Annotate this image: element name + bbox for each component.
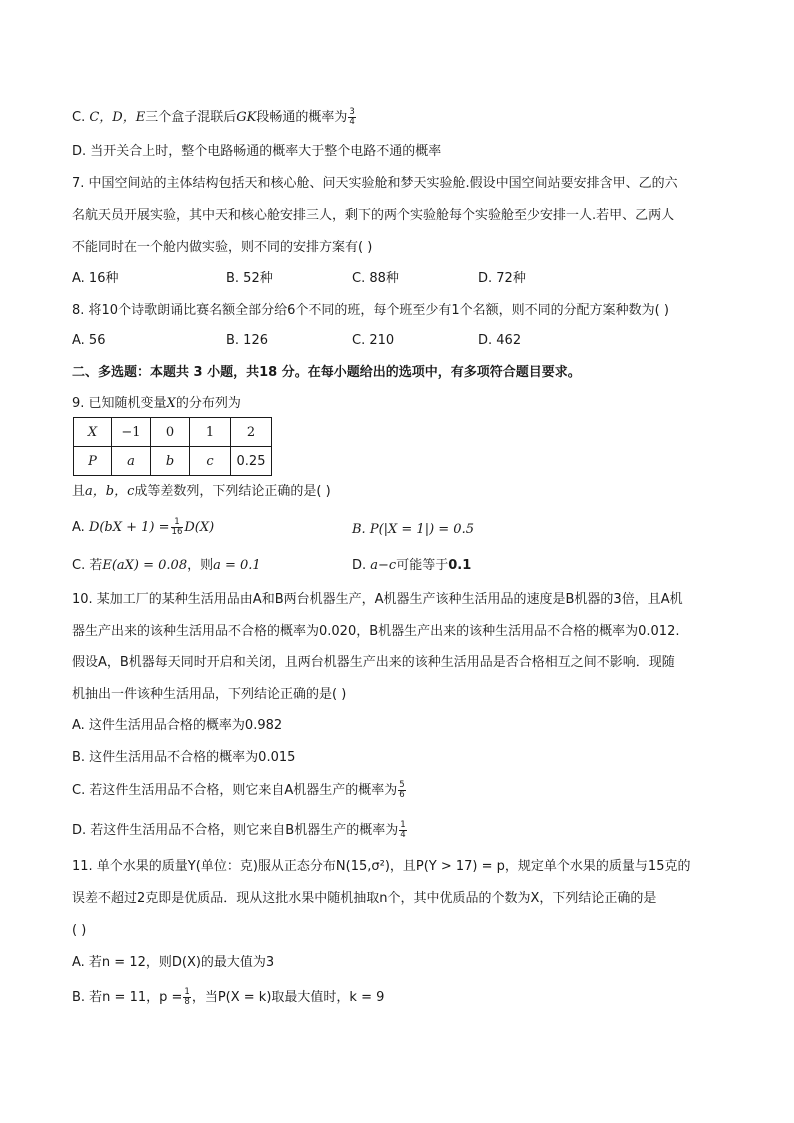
q10-stem-line4: 机抽出一件该种生活用品，下列结论正确的是( )	[72, 687, 347, 702]
q7-stem-line2: 名航天员开展实验，其中天和核心舱安排三人，剩下的两个实验舱每个实验舱至少安排一人.若甲、乙两人	[72, 208, 675, 223]
q7-option-d: D. 72种	[478, 271, 526, 286]
q8-option-d: D. 462	[478, 333, 522, 348]
fraction: $\frac{1}{8}$	[184, 987, 190, 1007]
q11-stem-line2: 误差不超过2克即是优质品．现从这批水果中随机抽取n个，其中优质品的个数为X，下列结论正确的是	[72, 891, 657, 906]
table-cell: 0.25	[231, 447, 272, 476]
table-cell: −1	[112, 418, 151, 447]
table-cell: c	[190, 447, 231, 476]
q10-stem-line1: 10. 某加工厂的某种生活用品由A和B两台机器生产，A机器生产该种生活用品的速度是B机器的3倍，且A机	[72, 592, 683, 607]
table-row	[74, 447, 272, 476]
q6-option-c: C. C，D，E三个盒子混联后GK段畅通的概率为 $\frac{3}{4}$	[72, 107, 355, 127]
table-cell: a	[112, 447, 151, 476]
q10-option-a: A. 这件生活用品合格的概率为0.982	[72, 718, 283, 733]
q11-option-b: B. 若n = 11，p = $\frac{1}{8}$ ，当P(X = k)取最大值时，k = 9	[72, 987, 385, 1007]
q6-option-d: D. 当开关合上时，整个电路畅通的概率大于整个电路不通的概率	[72, 144, 442, 159]
q10-option-c: C. 若这件生活用品不合格，则它来自A机器生产的概率为 $\frac{5}{6}$	[72, 780, 405, 800]
q9-option-d: D. a−c可能等于0.1	[352, 558, 472, 573]
q7-stem-line1: 7. 中国空间站的主体结构包括天和核心舱、问天实验舱和梦天实验舱.假设中国空间站要安排含甲、乙的六	[72, 176, 678, 191]
q11-stem-line3: ( )	[72, 923, 87, 938]
q9-stem: 9. 已知随机变量X的分布列为	[72, 396, 241, 411]
table-cell: 0	[151, 418, 190, 447]
q9-condition: 且a，b，c成等差数列，下列结论正确的是( )	[72, 484, 331, 499]
fraction: $\frac{1}{16}$	[171, 517, 183, 537]
distribution-table	[73, 417, 272, 476]
q9-option-b: B. P(|X = 1|) = 0.5	[352, 522, 474, 537]
q10-stem-line3: 假设A，B机器每天同时开启和关闭，且两台机器生产出来的该种生活用品是否合格相互之间不影响．现随	[72, 655, 675, 670]
table-cell: P	[74, 447, 112, 476]
fraction: $\frac{5}{6}$	[399, 780, 405, 800]
table-cell: b	[151, 447, 190, 476]
table-cell: 2	[231, 418, 272, 447]
fraction: $\frac{1}{4}$	[400, 820, 406, 840]
q8-option-c: C. 210	[352, 333, 395, 348]
table-cell: 1	[190, 418, 231, 447]
q10-stem-line2: 器生产出来的该种生活用品不合格的概率为0.020，B机器生产出来的该种生活用品不合格的概率为0.012.	[72, 624, 680, 639]
q10-option-d: D. 若这件生活用品不合格，则它来自B机器生产的概率为 $\frac{1}{4}$	[72, 820, 406, 840]
table-cell: X	[74, 418, 112, 447]
q10-option-b: B. 这件生活用品不合格的概率为0.015	[72, 750, 296, 765]
q7-option-a: A. 16种	[72, 271, 119, 286]
q7-stem-line3: 不能同时在一个舱内做实验，则不同的安排方案有( )	[72, 240, 373, 255]
table-row	[74, 418, 272, 447]
fraction: $\frac{3}{4}$	[349, 107, 355, 127]
q7-option-c: C. 88种	[352, 271, 399, 286]
q9-option-a: A. D(bX + 1) = $\frac{1}{16}$ D(X)	[72, 517, 215, 537]
q9-option-c: C. 若E(aX) = 0.08，则a = 0.1	[72, 558, 261, 573]
q11-option-a: A. 若n = 12，则D(X)的最大值为3	[72, 955, 275, 970]
section-heading: 二、多选题：本题共 3 小题，共18 分。在每小题给出的选项中，有多项符合题目要求。	[72, 365, 581, 380]
q8-option-a: A. 56	[72, 333, 106, 348]
q8-stem: 8. 将10个诗歌朗诵比赛名额全部分给6个不同的班，每个班至少有1个名额，则不同的分配方案种数为( )	[72, 303, 669, 318]
q8-option-b: B. 126	[226, 333, 268, 348]
q7-option-b: B. 52种	[226, 271, 273, 286]
q11-stem-line1: 11. 单个水果的质量Y(单位：克)服从正态分布N(15,σ²)，且P(Y > 17) = p，规定单个水果的质量与15克的	[72, 859, 691, 874]
